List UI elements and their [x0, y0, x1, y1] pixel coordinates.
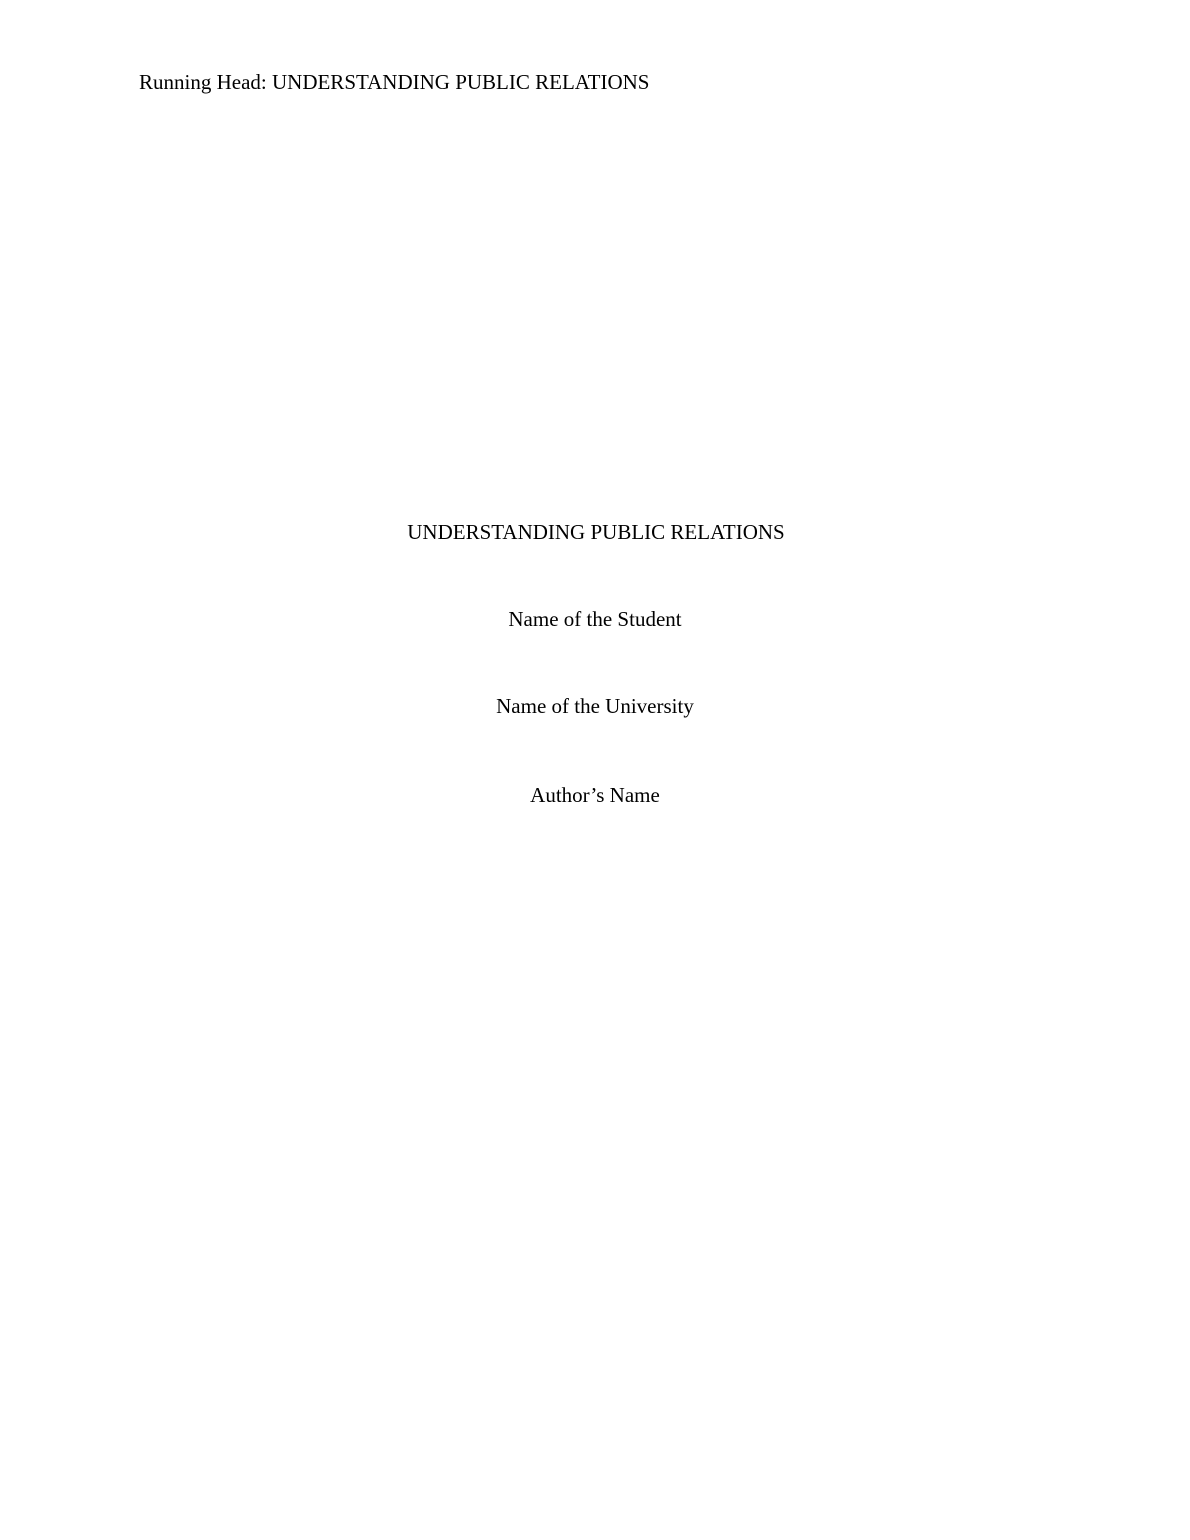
spacer-after-student: [0, 632, 1190, 694]
title-block: [0, 520, 1190, 808]
student-name-line: Name of the Student: [508, 607, 682, 632]
author-name-line: Author’s Name: [530, 782, 660, 807]
spacer-after-university: [0, 720, 1190, 783]
spacer-after-title: [0, 545, 1190, 607]
university-name-line: Name of the University: [496, 694, 694, 719]
running-head: Running Head: UNDERSTANDING PUBLIC RELATIONS: [139, 70, 650, 94]
page-title: UNDERSTANDING PUBLIC RELATIONS: [407, 520, 785, 544]
